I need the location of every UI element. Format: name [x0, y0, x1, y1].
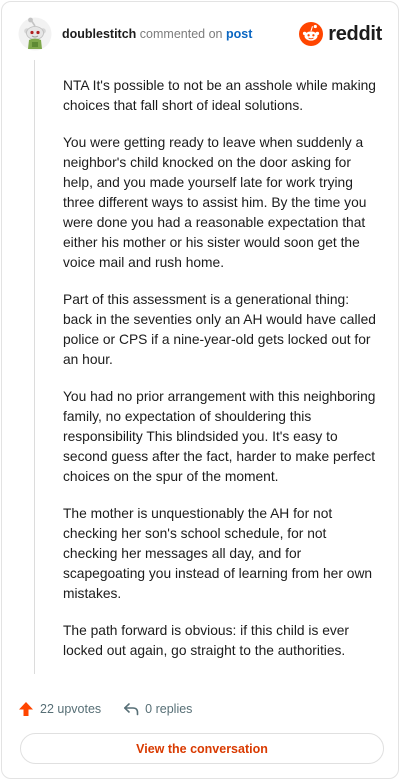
thread-line	[34, 60, 35, 674]
upvote-button[interactable]	[18, 701, 101, 717]
reply-count: 0 replies	[145, 702, 193, 716]
comment-header	[18, 16, 382, 52]
reply-arrow-icon	[123, 701, 139, 717]
comment-paragraph: You were getting ready to leave when suddenly a neighbor's child knocked on the door asking for help, and you made yourself late for work trying three different ways to assist him. By the time you were done you had a reasonable expectation that either his mother or his sister would soon get the voice mail and rush home.	[63, 135, 367, 270]
view-conversation-button[interactable]: View the conversation	[20, 733, 384, 764]
username[interactable]: doublestitch	[62, 27, 137, 41]
embedded-comment-card	[1, 1, 399, 779]
comment-paragraph: NTA It's possible to not be an asshole while making choices that fall short of ideal solutions.	[63, 78, 376, 113]
action-text: commented on	[139, 27, 223, 41]
reddit-wordmark: reddit	[328, 22, 382, 45]
comment-meta	[62, 26, 252, 42]
snoo-avatar-icon[interactable]	[18, 17, 52, 51]
reddit-logo-icon	[299, 22, 323, 46]
reddit-brand[interactable]	[299, 21, 382, 47]
comment-paragraph: The path forward is obvious: if this child is ever locked out again, go straight to the authorities.	[63, 623, 350, 658]
post-link[interactable]: post	[225, 27, 253, 41]
upvote-arrow-icon	[18, 701, 34, 717]
comment-paragraph: You had no prior arrangement with this neighboring family, no expectation of shouldering this responsibility This blindsided you. It's easy to second guess after the fact, harder to make perfect choices on the spur of the moment.	[63, 389, 376, 484]
comment-footer	[18, 699, 214, 719]
upvote-count: 22 upvotes	[40, 702, 102, 716]
comment-paragraph: The mother is unquestionably the AH for not checking her son's school schedule, for not checking her messages all day, and for scapegoating you instead of learning from her own mistakes.	[63, 506, 373, 601]
comment-paragraph: Part of this assessment is a generational thing: back in the seventies only an AH would have called police or CPS if a nine-year-old gets locked out for an hour.	[63, 292, 376, 367]
comment-body	[63, 76, 381, 678]
reply-button[interactable]	[123, 701, 192, 717]
